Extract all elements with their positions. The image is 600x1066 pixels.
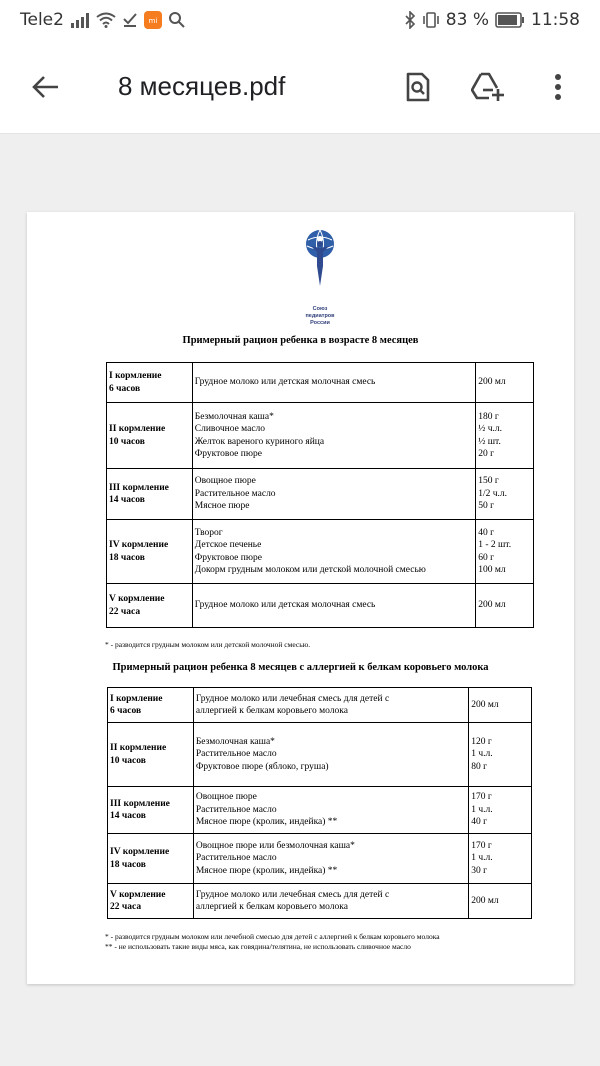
food-cell: Безмолочная каша* Сливочное масло Желток вареного куриного яйца Фруктовое пюре [192,403,475,469]
table-row [107,403,534,469]
battery-percent: 83 % [445,10,489,30]
table-row [107,584,534,628]
pdf-page[interactable] [27,212,574,984]
battery-icon [495,12,525,28]
globe-figure-icon [303,226,337,306]
table-row [108,787,532,834]
vibrate-icon [422,11,440,29]
back-button[interactable] [22,63,70,111]
feeding-time-cell: I кормление 6 часов [107,363,193,403]
download-done-icon [122,12,138,28]
more-vert-icon [554,73,562,101]
table-row [107,469,534,520]
table-row [108,884,532,919]
union-of-pediatricians-logo [300,226,340,334]
feeding-time-cell: V кормление 22 часа [108,884,194,919]
diet-table-8-months [106,362,534,628]
logo-caption-line: Союз [312,306,328,312]
footnote: * - разводится грудным молоком или лечебной смесью для детей с аллергией к белкам коровьего молока [105,932,440,941]
amount-cell: 200 мл [476,363,534,403]
title-8-months: Примерный рацион ребенка в возрасте 8 месяцев [182,335,419,346]
amount-cell: 40 г 1 - 2 шт. 60 г 100 мл [476,520,534,584]
svg-text:mi: mi [148,17,158,25]
bluetooth-icon [404,11,416,29]
footnote: * - разводится грудным молоком или детской молочной смесью. [105,640,311,649]
feeding-time-cell: IV кормление 18 часов [107,520,193,584]
logo-caption-line: России [310,320,330,326]
amount-cell: 200 мл [469,884,532,919]
arrow-back-icon [32,75,60,99]
table-row [108,723,532,787]
feeding-time-cell: I кормление 6 часов [108,688,194,723]
table-row [108,688,532,723]
food-cell: Грудное молоко или лечебная смесь для детей с аллергией к белкам коровьего молока [193,688,468,723]
feeding-time-cell: II кормление 10 часов [107,403,193,469]
signal-icon [70,12,90,28]
app-bar [0,40,600,134]
title-allergy: Примерный рацион ребенка 8 месяцев с аллергией к белкам коровьего молока [112,662,489,673]
food-cell: Грудное молоко или детская молочная смесь [192,584,475,628]
table-row [107,363,534,403]
amount-cell: 120 г 1 ч.л. 80 г [469,723,532,787]
food-cell: Грудное молоко или детская молочная смесь [192,363,475,403]
table-row [108,834,532,884]
diet-table-allergy [107,687,532,919]
logo-caption-line: педиатров [305,313,335,319]
amount-cell: 150 г 1/2 ч.л. 50 г [476,469,534,520]
food-cell: Безмолочная каша* Растительное масло Фруктовое пюре (яблоко, груша) [193,723,468,787]
food-cell: Грудное молоко или лечебная смесь для детей с аллергией к белкам коровьего молока [193,884,468,919]
feeding-time-cell: II кормление 10 часов [108,723,194,787]
feeding-time-cell: III кормление 14 часов [108,787,194,834]
feeding-time-cell: V кормление 22 часа [107,584,193,628]
amount-cell: 180 г ½ ч.л. ½ шт. 20 г [476,403,534,469]
table-row [107,520,534,584]
find-in-page-icon [405,72,431,102]
amount-cell: 200 мл [476,584,534,628]
find-in-page-button[interactable] [394,63,442,111]
add-to-drive-button[interactable] [464,63,512,111]
amount-cell: 200 мл [469,688,532,723]
feeding-time-cell: IV кормление 18 часов [108,834,194,884]
wifi-icon [96,12,116,28]
food-cell: Овощное пюре Растительное масло Мясное пюре [192,469,475,520]
document-title: 8 месяцев.pdf [118,71,286,101]
food-cell: Овощное пюре или безмолочная каша* Растительное масло Мясное пюре (кролик, индейка) ** [193,834,468,884]
add-to-drive-icon [471,72,505,102]
food-cell: Творог Детское печенье Фруктовое пюре Докорм грудным молоком или детской молочной смесью [192,520,475,584]
clock: 11:58 [531,10,580,30]
footnote: ** - не использовать такие виды мяса, как говядина/телятина, не использовать сливочное масло [105,942,411,951]
amount-cell: 170 г 1 ч.л. 40 г [469,787,532,834]
feeding-time-cell: III кормление 14 часов [107,469,193,520]
status-bar [0,0,600,40]
search-icon [168,11,186,29]
amount-cell: 170 г 1 ч.л. 30 г [469,834,532,884]
mi-app-icon [144,11,162,29]
food-cell: Овощное пюре Растительное масло Мясное пюре (кролик, индейка) ** [193,787,468,834]
carrier-label: Tele2 [20,10,64,30]
more-options-button[interactable] [534,63,582,111]
